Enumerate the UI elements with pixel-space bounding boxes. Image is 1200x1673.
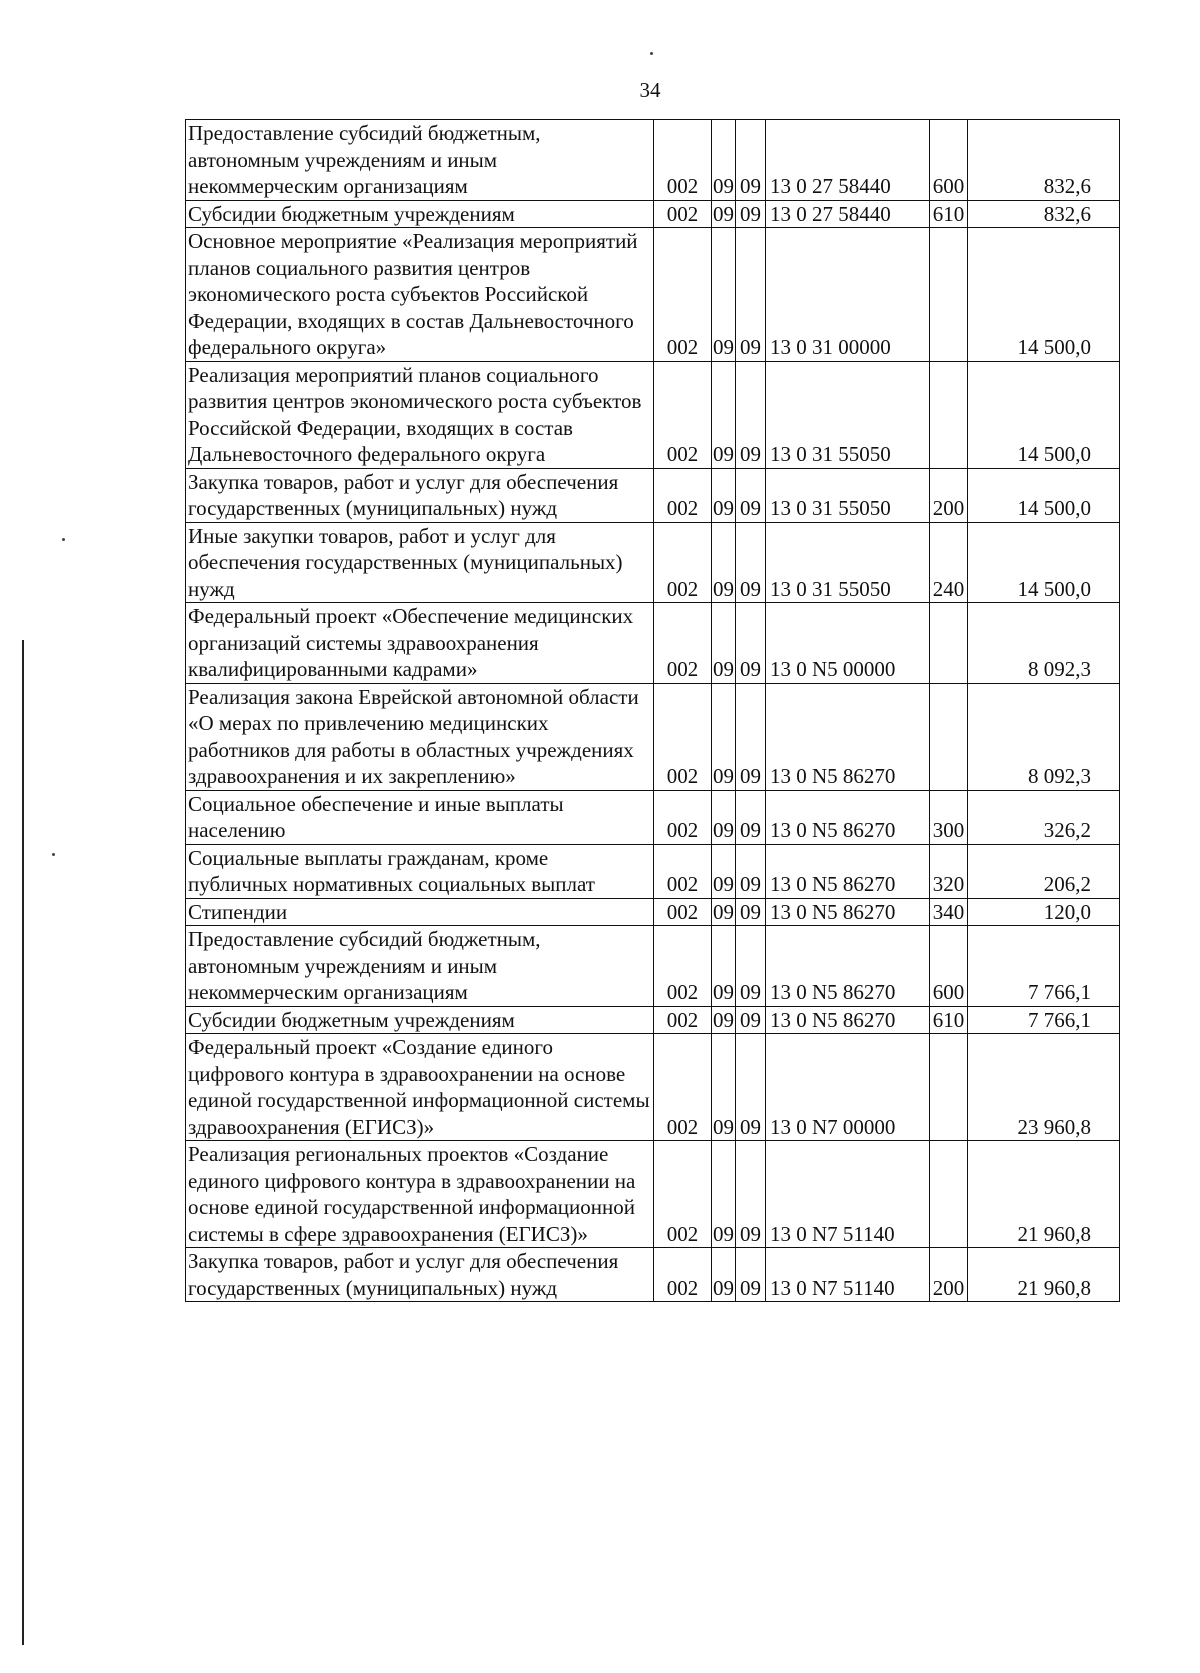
amount-cell: 832,6 [968,200,1120,228]
section-code-cell: 09 [712,1248,736,1302]
expense-type-cell [930,683,968,790]
table-row [186,468,1120,522]
expense-type-cell: 600 [930,926,968,1007]
section-code-cell: 09 [712,228,736,362]
section-code-cell: 09 [712,844,736,898]
name-cell: Социальное обеспечение и иные выплаты населению [186,790,654,844]
table-row [186,1141,1120,1248]
amount-cell: 120,0 [968,898,1120,926]
target-article-cell: 13 0 N5 86270 [766,926,930,1007]
table-row [186,926,1120,1007]
amount-cell: 326,2 [968,790,1120,844]
expense-type-cell [930,603,968,684]
name-cell: Федеральный проект «Создание единого цифрового контура в здравоохранении на основе единой государственной информационной системы здравоохранения (ЕГИСЗ)» [186,1034,654,1141]
name-cell: Субсидии бюджетным учреждениям [186,200,654,228]
expense-type-cell: 200 [930,1248,968,1302]
table-row [186,1006,1120,1034]
amount-cell: 7 766,1 [968,1006,1120,1034]
expense-type-cell [930,228,968,362]
expense-type-cell: 600 [930,120,968,201]
amount-cell: 7 766,1 [968,926,1120,1007]
amount-cell: 21 960,8 [968,1248,1120,1302]
section-code-cell: 09 [712,120,736,201]
section-code-cell: 09 [712,926,736,1007]
ministry-code-cell: 002 [654,1141,712,1248]
section-code-cell: 09 [712,1034,736,1141]
target-article-cell: 13 0 27 58440 [766,120,930,201]
ministry-code-cell: 002 [654,1248,712,1302]
target-article-cell: 13 0 N5 86270 [766,1006,930,1034]
subsection-code-cell: 09 [736,522,766,603]
subsection-code-cell: 09 [736,228,766,362]
ministry-code-cell: 002 [654,844,712,898]
section-code-cell: 09 [713,899,734,924]
name-cell: Иные закупки товаров, работ и услуг для обеспечения государственных (муниципальных) нужд [186,522,654,603]
ministry-code-cell: 002 [654,683,712,790]
expense-type-cell: 610 [930,200,968,228]
subsection-code-cell: 09 [736,603,766,684]
table-row [186,790,1120,844]
scan-speck [650,52,653,55]
ministry-code-cell: 002 [654,1006,712,1034]
target-article-cell: 13 0 N5 86270 [766,790,930,844]
subsection-code-cell: 09 [736,1248,766,1302]
ministry-code-cell: 002 [654,790,712,844]
ministry-code-cell: 002 [654,926,712,1007]
ministry-code-cell: 002 [654,898,712,926]
amount-cell: 8 092,3 [968,683,1120,790]
target-article-cell: 13 0 N5 86270 [766,844,930,898]
table-row [186,522,1120,603]
target-article-cell: 13 0 N5 00000 [766,603,930,684]
expense-type-cell [930,1034,968,1141]
section-code-cell: 09 [713,201,734,226]
ministry-code-cell: 002 [654,603,712,684]
scan-speck [62,538,65,541]
section-code-cell: 09 [712,468,736,522]
amount-cell: 21 960,8 [968,1141,1120,1248]
name-cell: Закупка товаров, работ и услуг для обеспечения государственных (муниципальных) нужд [186,468,654,522]
expense-type-cell [930,1141,968,1248]
section-code-cell: 09 [712,683,736,790]
table-row [186,200,1120,228]
name-cell: Закупка товаров, работ и услуг для обеспечения государственных (муниципальных) нужд [186,1248,654,1302]
target-article-cell: 13 0 N7 51140 [766,1248,930,1302]
name-cell: Основное мероприятие «Реализация мероприятий планов социального развития центров экономического роста субъектов Российской Федерации, входящих в состав Дальневосточного федерального округа» [186,228,654,362]
amount-cell: 206,2 [968,844,1120,898]
name-cell: Федеральный проект «Обеспечение медицинских организаций системы здравоохранения квалифицированными кадрами» [186,603,654,684]
name-cell: Реализация региональных проектов «Создание единого цифрового контура в здравоохранении на основе единой государственной информационной системы в сфере здравоохранения (ЕГИСЗ)» [186,1141,654,1248]
name-cell: Реализация закона Еврейской автономной области «О мерах по привлечению медицинских работников для работы в областных учреждениях здравоохранения и их закреплению» [186,683,654,790]
ministry-code-cell: 002 [654,1034,712,1141]
target-article-cell: 13 0 31 55050 [766,522,930,603]
amount-cell: 14 500,0 [968,228,1120,362]
table-row [186,603,1120,684]
ministry-code-cell: 002 [654,361,712,468]
table-row [186,228,1120,362]
subsection-code-cell: 09 [736,898,766,926]
target-article-cell: 13 0 N7 51140 [766,1141,930,1248]
subsection-code-cell: 09 [736,120,766,201]
target-article-cell: 13 0 31 55050 [766,361,930,468]
subsection-code-cell: 09 [736,468,766,522]
section-code-cell: 09 [712,1141,736,1248]
target-article-cell: 13 0 N5 86270 [766,683,930,790]
section-code-cell: 09 [712,522,736,603]
ministry-code-cell: 002 [654,200,712,228]
section-code-cell: 09 [712,361,736,468]
scan-speck [52,853,55,856]
target-article-cell: 13 0 31 55050 [766,468,930,522]
section-code-cell: 09 [712,790,736,844]
table-row [186,844,1120,898]
subsection-code-cell: 09 [736,1006,766,1034]
expense-type-cell: 240 [930,522,968,603]
amount-cell: 14 500,0 [968,522,1120,603]
target-article-cell: 13 0 27 58440 [766,200,930,228]
amount-cell: 23 960,8 [968,1034,1120,1141]
page-number: 34 [639,78,661,102]
ministry-code-cell: 002 [654,120,712,201]
table-row [186,1034,1120,1141]
section-code-cell: 09 [713,1007,734,1032]
amount-cell: 14 500,0 [968,361,1120,468]
ministry-code-cell: 002 [654,228,712,362]
amount-cell: 832,6 [968,120,1120,201]
expense-type-cell: 320 [930,844,968,898]
name-cell: Реализация мероприятий планов социального развития центров экономического роста субъектов Российской Федерации, входящих в состав Дальневосточного федерального округа [186,361,654,468]
name-cell: Предоставление субсидий бюджетным, автономным учреждениям и иным некоммерческим организациям [186,120,654,201]
amount-cell: 14 500,0 [968,468,1120,522]
subsection-code-cell: 09 [736,926,766,1007]
expense-type-cell: 300 [930,790,968,844]
scan-margin-line [22,640,24,1645]
subsection-code-cell: 09 [736,200,766,228]
subsection-code-cell: 09 [736,361,766,468]
expense-type-cell: 200 [930,468,968,522]
name-cell: Стипендии [186,898,654,926]
ministry-code-cell: 002 [654,468,712,522]
subsection-code-cell: 09 [736,790,766,844]
subsection-code-cell: 09 [736,1141,766,1248]
amount-cell: 8 092,3 [968,603,1120,684]
expense-type-cell: 610 [930,1006,968,1034]
target-article-cell: 13 0 N5 86270 [766,898,930,926]
table-row [186,1248,1120,1302]
ministry-code-cell: 002 [654,522,712,603]
subsection-code-cell: 09 [736,683,766,790]
table-row [186,120,1120,201]
expense-type-cell: 340 [930,898,968,926]
expense-type-cell [930,361,968,468]
subsection-code-cell: 09 [736,844,766,898]
target-article-cell: 13 0 N7 00000 [766,1034,930,1141]
table-row [186,361,1120,468]
table-row [186,898,1120,926]
name-cell: Субсидии бюджетным учреждениям [186,1006,654,1034]
section-code-cell: 09 [712,603,736,684]
budget-table [185,119,1120,1302]
name-cell: Социальные выплаты гражданам, кроме публичных нормативных социальных выплат [186,844,654,898]
target-article-cell: 13 0 31 00000 [766,228,930,362]
name-cell: Предоставление субсидий бюджетным, автономным учреждениям и иным некоммерческим организациям [186,926,654,1007]
subsection-code-cell: 09 [736,1034,766,1141]
table-row [186,683,1120,790]
